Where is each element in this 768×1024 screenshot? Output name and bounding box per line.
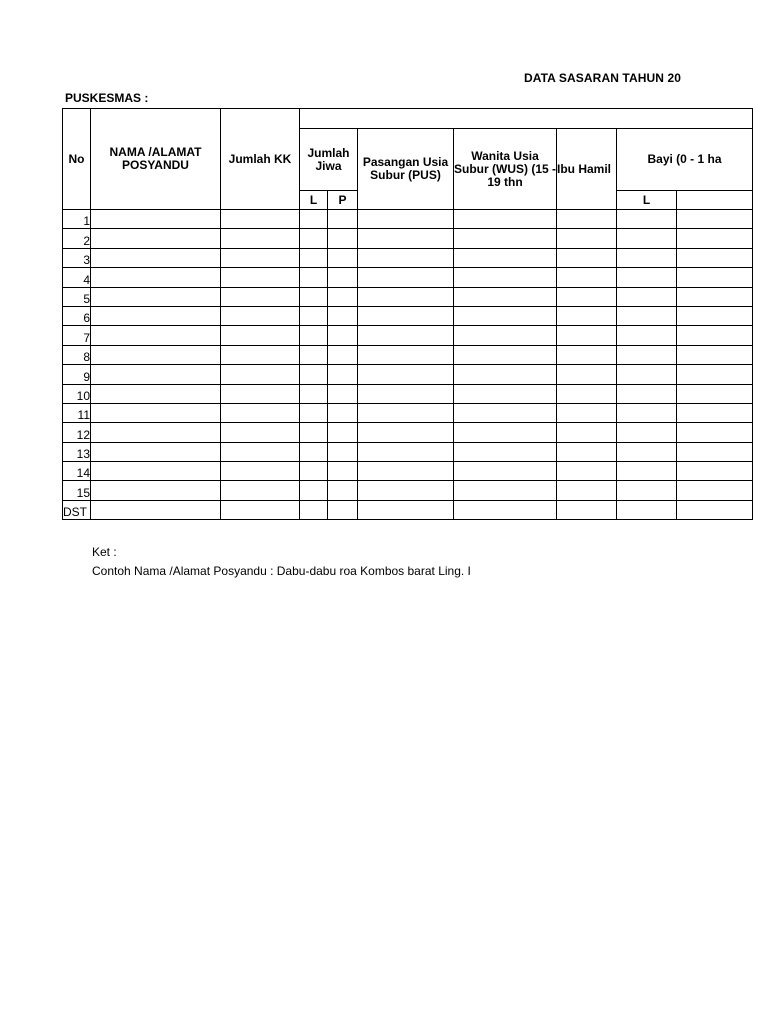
table-cell <box>454 248 557 267</box>
table-cell <box>677 248 753 267</box>
table-cell <box>328 481 358 500</box>
table-cell <box>221 500 300 519</box>
table-cell <box>300 403 328 422</box>
table-cell <box>91 403 221 422</box>
table-cell <box>328 268 358 287</box>
header-jiwa-p: P <box>328 191 358 210</box>
table-cell <box>300 481 328 500</box>
table-row <box>63 423 753 442</box>
table-cell <box>221 462 300 481</box>
row-number: DST <box>63 500 91 519</box>
table-cell <box>454 384 557 403</box>
table-row <box>63 500 753 519</box>
table-cell <box>300 287 328 306</box>
table-cell <box>221 248 300 267</box>
table-cell <box>300 345 328 364</box>
table-cell <box>677 210 753 229</box>
header-jiwa-l: L <box>300 191 328 210</box>
table-cell <box>358 306 454 325</box>
table-cell <box>91 306 221 325</box>
notes-block <box>92 543 471 581</box>
table-cell <box>328 287 358 306</box>
table-cell <box>677 442 753 461</box>
header-bayi-p <box>677 191 753 210</box>
table-row <box>63 210 753 229</box>
table-cell <box>358 287 454 306</box>
table-cell <box>221 365 300 384</box>
row-number: 9 <box>63 365 91 384</box>
table-cell <box>328 462 358 481</box>
table-cell <box>300 500 328 519</box>
table-cell <box>454 462 557 481</box>
table-cell <box>328 442 358 461</box>
table-cell <box>358 268 454 287</box>
table-cell <box>677 462 753 481</box>
table-cell <box>300 210 328 229</box>
table-row <box>63 481 753 500</box>
table-cell <box>221 268 300 287</box>
table-cell <box>91 287 221 306</box>
table-cell <box>300 306 328 325</box>
row-number: 4 <box>63 268 91 287</box>
table-row <box>63 365 753 384</box>
table-row <box>63 306 753 325</box>
table-cell <box>557 423 617 442</box>
table-cell <box>91 423 221 442</box>
table-cell <box>91 248 221 267</box>
row-number: 10 <box>63 384 91 403</box>
table-cell <box>557 345 617 364</box>
table-cell <box>454 365 557 384</box>
table-cell <box>221 345 300 364</box>
table-cell <box>557 248 617 267</box>
table-cell <box>677 306 753 325</box>
header-nama-alamat: NAMA /ALAMAT POSYANDU <box>91 109 221 210</box>
row-number: 14 <box>63 462 91 481</box>
table-cell <box>91 365 221 384</box>
table-cell <box>454 423 557 442</box>
table-cell <box>617 345 677 364</box>
header-bayi: Bayi (0 - 1 ha <box>617 129 753 191</box>
table-cell <box>617 500 677 519</box>
table-cell <box>300 384 328 403</box>
table-cell <box>221 229 300 248</box>
table-row <box>63 287 753 306</box>
header-top-row <box>63 109 753 129</box>
table-cell <box>677 423 753 442</box>
table-cell <box>300 268 328 287</box>
table-cell <box>221 210 300 229</box>
ket-label: Ket : <box>92 545 117 559</box>
table-cell <box>358 326 454 345</box>
header-wus: Wanita Usia Subur (WUS) (15 - 19 thn <box>454 129 557 210</box>
table-cell <box>358 345 454 364</box>
table-cell <box>221 481 300 500</box>
table-row <box>63 248 753 267</box>
table-cell <box>617 210 677 229</box>
table-cell <box>91 268 221 287</box>
table-cell <box>677 500 753 519</box>
table-cell <box>221 442 300 461</box>
row-number: 12 <box>63 423 91 442</box>
table-cell <box>557 442 617 461</box>
table-cell <box>300 442 328 461</box>
table-row <box>63 326 753 345</box>
table-cell <box>328 384 358 403</box>
table-cell <box>91 481 221 500</box>
row-number: 11 <box>63 403 91 422</box>
table-cell <box>677 384 753 403</box>
table-cell <box>221 403 300 422</box>
table-row <box>63 268 753 287</box>
table-cell <box>328 500 358 519</box>
data-table-viewport <box>62 108 722 522</box>
table-cell <box>300 462 328 481</box>
table-cell <box>328 423 358 442</box>
table-cell <box>557 481 617 500</box>
table-cell <box>557 326 617 345</box>
header-group-cell <box>300 109 753 129</box>
table-row <box>63 442 753 461</box>
table-cell <box>328 229 358 248</box>
table-cell <box>617 403 677 422</box>
table-cell <box>617 268 677 287</box>
table-cell <box>358 248 454 267</box>
row-number: 8 <box>63 345 91 364</box>
row-number: 15 <box>63 481 91 500</box>
table-cell <box>221 423 300 442</box>
table-cell <box>617 462 677 481</box>
table-cell <box>91 500 221 519</box>
table-cell <box>557 384 617 403</box>
table-row <box>63 462 753 481</box>
table-cell <box>300 423 328 442</box>
header-jumlah-jiwa: Jumlah Jiwa <box>300 129 358 191</box>
table-cell <box>617 248 677 267</box>
data-sasaran-table <box>62 108 753 520</box>
row-number: 1 <box>63 210 91 229</box>
table-cell <box>300 248 328 267</box>
table-cell <box>617 306 677 325</box>
header-pus: Pasangan Usia Subur (PUS) <box>358 129 454 210</box>
table-cell <box>454 306 557 325</box>
table-cell <box>221 384 300 403</box>
table-cell <box>300 365 328 384</box>
table-cell <box>454 268 557 287</box>
puskesmas-label: PUSKESMAS : <box>65 91 149 105</box>
table-cell <box>91 345 221 364</box>
table-cell <box>617 423 677 442</box>
table-row <box>63 345 753 364</box>
table-cell <box>454 442 557 461</box>
table-cell <box>358 423 454 442</box>
table-cell <box>328 326 358 345</box>
table-cell <box>358 229 454 248</box>
table-cell <box>91 384 221 403</box>
table-cell <box>454 481 557 500</box>
table-row <box>63 403 753 422</box>
table-cell <box>557 268 617 287</box>
table-cell <box>454 403 557 422</box>
table-cell <box>91 442 221 461</box>
table-cell <box>91 229 221 248</box>
ket-example: Contoh Nama /Alamat Posyandu : Dabu-dabu roa Kombos barat Ling. I <box>92 564 471 578</box>
table-cell <box>677 268 753 287</box>
table-cell <box>557 403 617 422</box>
header-bayi-l: L <box>617 191 677 210</box>
table-row <box>63 384 753 403</box>
row-number: 7 <box>63 326 91 345</box>
table-cell <box>617 442 677 461</box>
header-ibu-hamil: Ibu Hamil <box>557 129 617 210</box>
table-row <box>63 229 753 248</box>
table-cell <box>677 345 753 364</box>
table-cell <box>300 326 328 345</box>
table-cell <box>221 306 300 325</box>
table-cell <box>328 248 358 267</box>
table-cell <box>677 403 753 422</box>
table-cell <box>358 442 454 461</box>
table-cell <box>617 229 677 248</box>
table-cell <box>328 365 358 384</box>
table-cell <box>454 345 557 364</box>
table-cell <box>221 326 300 345</box>
table-cell <box>617 287 677 306</box>
header-no: No <box>63 109 91 210</box>
table-cell <box>358 481 454 500</box>
table-cell <box>557 287 617 306</box>
table-cell <box>617 384 677 403</box>
table-cell <box>454 210 557 229</box>
table-cell <box>358 210 454 229</box>
row-number: 6 <box>63 306 91 325</box>
table-cell <box>617 326 677 345</box>
table-cell <box>617 365 677 384</box>
table-cell <box>358 384 454 403</box>
table-cell <box>557 462 617 481</box>
table-cell <box>557 229 617 248</box>
table-cell <box>557 210 617 229</box>
table-cell <box>677 229 753 248</box>
table-cell <box>617 481 677 500</box>
table-cell <box>358 462 454 481</box>
table-cell <box>677 287 753 306</box>
header-jumlah-kk: Jumlah KK <box>221 109 300 210</box>
row-number: 5 <box>63 287 91 306</box>
table-cell <box>454 500 557 519</box>
table-cell <box>557 365 617 384</box>
table-cell <box>557 500 617 519</box>
table-cell <box>677 481 753 500</box>
table-cell <box>328 306 358 325</box>
table-cell <box>328 403 358 422</box>
table-cell <box>358 500 454 519</box>
table-cell <box>300 229 328 248</box>
table-cell <box>358 403 454 422</box>
table-cell <box>91 210 221 229</box>
table-cell <box>358 365 454 384</box>
table-cell <box>328 210 358 229</box>
row-number: 3 <box>63 248 91 267</box>
table-cell <box>328 345 358 364</box>
table-cell <box>677 326 753 345</box>
document-title: DATA SASARAN TAHUN 20 <box>524 71 681 85</box>
table-cell <box>557 306 617 325</box>
row-number: 2 <box>63 229 91 248</box>
row-number: 13 <box>63 442 91 461</box>
table-cell <box>91 462 221 481</box>
table-cell <box>221 287 300 306</box>
table-cell <box>454 287 557 306</box>
table-cell <box>454 326 557 345</box>
table-cell <box>91 326 221 345</box>
table-cell <box>454 229 557 248</box>
table-cell <box>677 365 753 384</box>
